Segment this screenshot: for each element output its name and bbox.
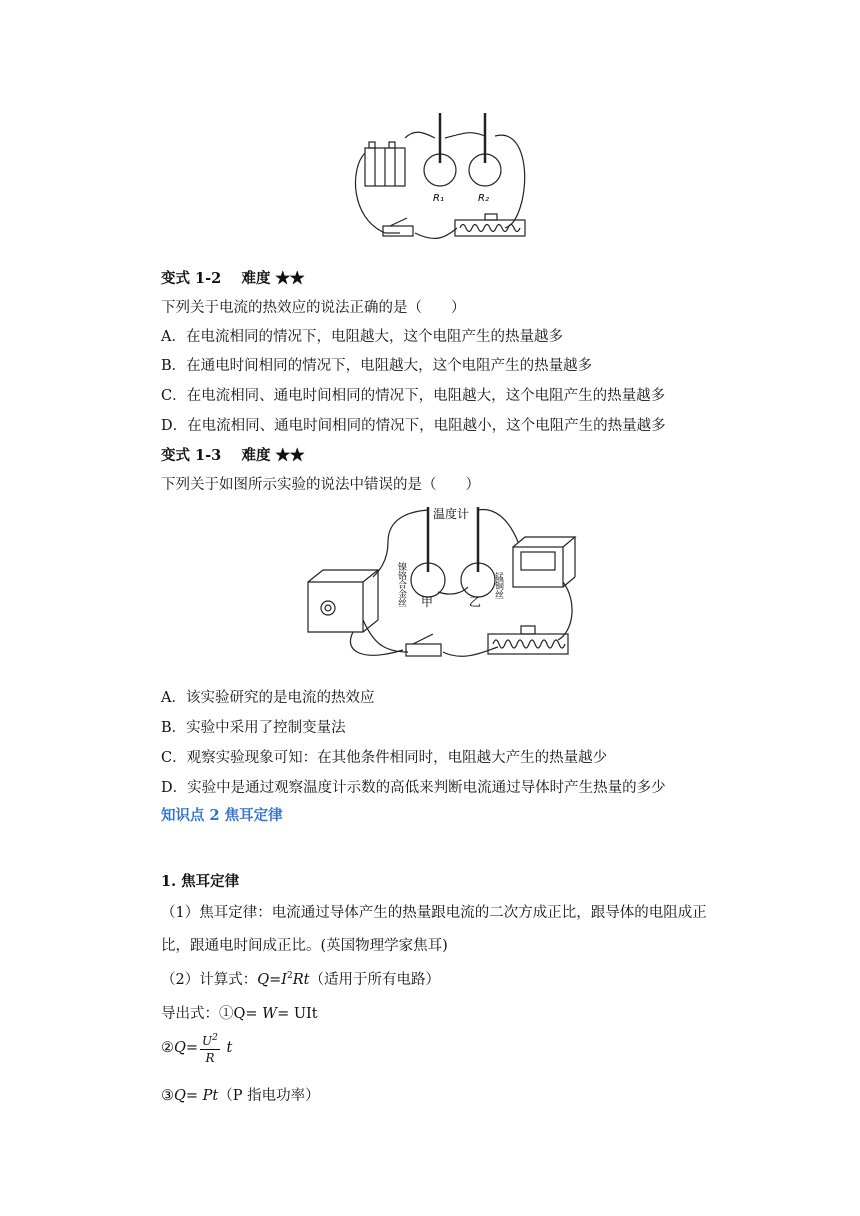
option-c: C．在电流相同、通电时间相同的情况下，电阻越大，这个电阻产生的热量越多 [161,388,666,404]
circuit-figure-2 [303,502,589,668]
derived-formula-line [161,1002,318,1023]
formula-prefix: （2）计算式： [161,972,258,988]
formula-note: （适用于所有电路） [309,972,440,988]
jia-label: 甲 [421,595,434,609]
circle-3: ③ [161,1088,174,1104]
left-wire-label: 镍铬合金丝 [396,562,406,607]
difficulty-label: 难度 ★★ [241,270,305,287]
option-c: C．观察实验现象可知：在其他条件相同时，电阻越大产生的热量越少 [161,750,608,766]
variant-1-3-heading [161,444,305,465]
w-symbol: W [262,1006,278,1022]
question-text: 下列关于电流的热效应的说法正确的是（ ） [161,300,466,316]
option-d: D．在电流相同、通电时间相同的情况下，电阻越小，这个电阻产生的热量越多 [161,418,666,434]
circuit-figure-1 [345,108,530,246]
yi-label: 乙 [469,595,482,609]
question-text: 下列关于如图所示实验的说法中错误的是（ ） [161,477,480,493]
knowledge-point-heading: 知识点 2 焦耳定律 [161,807,283,824]
option-a: A．在电流相同的情况下，电阻越大，这个电阻产生的热量越多 [161,329,563,345]
right-wire-label: 锰铜丝 [493,572,503,599]
variant-heading-label: 变式 1-2 [161,270,222,287]
formula-2-line: ②Q= $\frac{U^2}{R}$ t [161,1030,232,1066]
section-title: 1. 焦耳定律 [161,873,240,890]
formula-3-line: ③Q= Pt（P 指电功率） [161,1088,320,1104]
variant-heading-label: 变式 1-3 [161,447,222,464]
fraction: $\frac{U^2}{R}$ [200,1030,220,1066]
formula3-note: （P 指电功率） [218,1088,320,1104]
thermometer-label: 温度计 [433,507,470,521]
formula-line: （2）计算式：$Q=I^2Rt$（适用于所有电路） [161,971,440,988]
derived-prefix: 导出式：①Q= [161,1006,258,1022]
paragraph-line: 比，跟通电时间成正比。(英国物理学家焦耳) [161,938,448,954]
option-d: D．实验中是通过观察温度计示数的高低来判断电流通过导体时产生热量的多少 [161,780,666,796]
difficulty-label: 难度 ★★ [241,447,305,464]
option-a: A．该实验研究的是电流的热效应 [161,690,375,706]
paragraph-line: （1）焦耳定律：电流通过导体产生的热量跟电流的二次方成正比，跟导体的电阻成正 [161,905,707,921]
circle-2: ② [161,1040,174,1056]
variant-1-2-heading [161,267,305,288]
option-b: B．在通电时间相同的情况下，电阻越大，这个电阻产生的热量越多 [161,358,593,374]
r2-label: R₂ [478,193,489,204]
derived-ui: = UIt [277,1006,318,1022]
r1-label: R₁ [433,193,444,204]
option-b: B．实验中采用了控制变量法 [161,720,346,736]
